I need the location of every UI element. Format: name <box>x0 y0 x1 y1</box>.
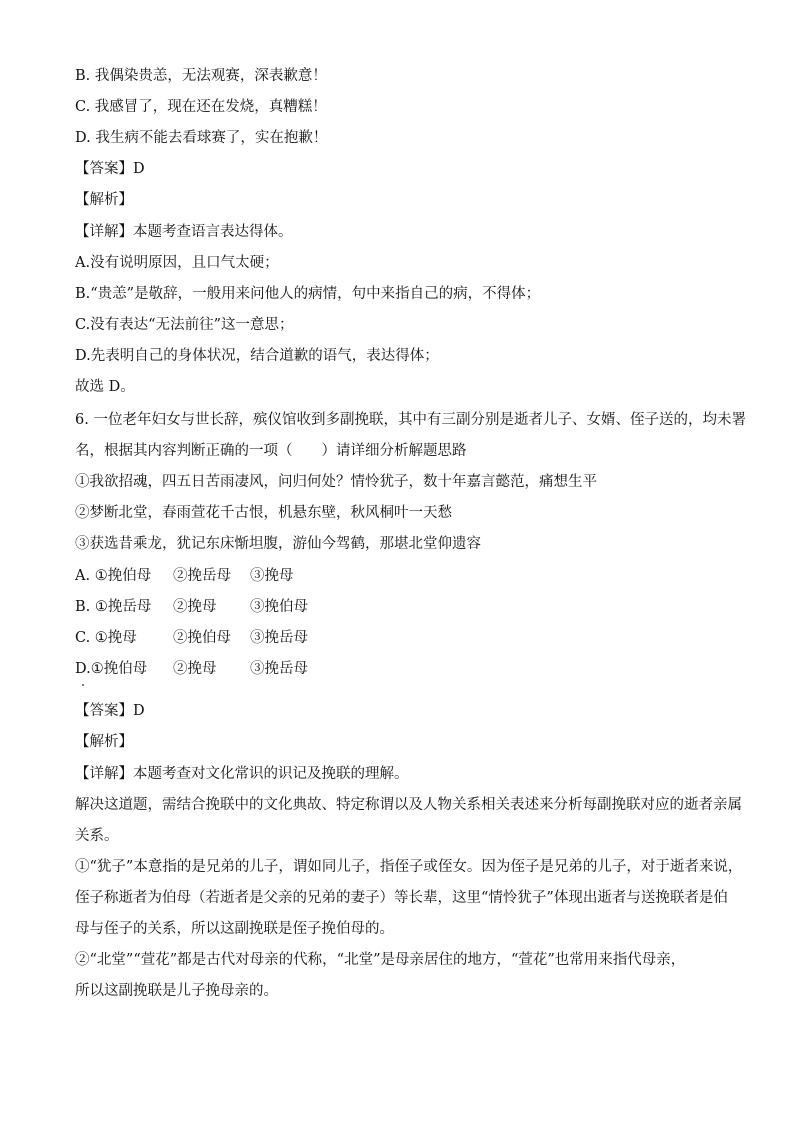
analysis-1-line-2: 侄子称逝者为伯母（若逝者是父亲的兄弟的妻子）等长辈，这里“情怜犹子”体现出逝者与送挽联者是伯 <box>75 890 728 906</box>
analysis-1-line-1: ①“犹子”本意指的是兄弟的儿子，谓如同儿子，指侄子或侄女。因为侄子是兄弟的儿子，对于逝者来说， <box>75 859 743 875</box>
choice-d-2: ②挽母 <box>173 661 217 677</box>
explain-b: B.“贵恙”是敬辞，一般用来问他人的病情，句中来指自己的病，不得体； <box>75 286 541 302</box>
conclusion-line: 故选 D。 <box>75 379 135 395</box>
choice-a-2: ②挽岳母 <box>173 568 231 584</box>
choice-b <box>75 597 725 617</box>
analysis-2-line-1: ②“北堂”“萱花”都是古代对母亲的代称，“北堂”是母亲居住的地方，“萱花”也常用来指代母亲， <box>75 952 686 968</box>
couplet-1: ①我欲招魂，四五日苦雨凄风，问归何处？情怜犹子，数十年嘉言懿范，痛想生平 <box>75 474 597 490</box>
question-6-line-1: 6. 一位老年妇女与世长辞，殡仪馆收到多副挽联，其中有三副分别是逝者儿子、女婿、侄子送的，均未署 <box>75 412 746 428</box>
analysis-2-line-2: 所以这副挽联是儿子挽母亲的。 <box>75 983 278 999</box>
solution-line-1: 解决这道题，需结合挽联中的文化典故、特定称谓以及人物关系相关表述来分析每副挽联对应的逝者亲属 <box>75 797 742 813</box>
analysis-label: 【解析】 <box>75 192 133 208</box>
question-6-line-2: 名，根据其内容判断正确的一项（ ）请详细分析解题思路 <box>75 443 467 459</box>
choice-b-2: ②挽母 <box>173 599 217 615</box>
choice-a <box>75 566 725 586</box>
option-b-line: B. 我偶染贵恙，无法观赛，深表歉意！ <box>75 68 327 84</box>
detail-line-2: 【详解】本题考查对文化常识的识记及挽联的理解。 <box>75 766 409 782</box>
choice-d-3: ③挽岳母 <box>250 661 308 677</box>
choice-c-3: ③挽岳母 <box>250 630 308 646</box>
choice-d <box>75 659 725 679</box>
choice-a-3: ③挽母 <box>250 568 294 584</box>
option-c-line: C. 我感冒了，现在还在发烧，真糟糕！ <box>75 99 327 115</box>
solution-line-2: 关系。 <box>75 828 119 844</box>
answer-label-2: 【答案】D <box>75 703 145 719</box>
option-d-line: D. 我生病不能去看球赛了，实在抱歉！ <box>75 130 328 146</box>
detail-line: 【详解】本题考查语言表达得体。 <box>75 224 293 240</box>
choice-d-1: D.①挽伯母 <box>75 661 148 677</box>
explain-d: D.先表明自己的身体状况，结合道歉的语气，表达得体； <box>75 348 439 364</box>
stray-dot <box>82 684 84 686</box>
choice-b-1: B. ①挽岳母 <box>75 599 152 615</box>
couplet-3: ③获选昔乘龙，犹记东床惭坦腹，游仙今驾鹤，那堪北堂仰遗容 <box>75 536 481 552</box>
choice-c <box>75 628 725 648</box>
explain-c: C.没有表达“无法前往”这一意思； <box>75 317 294 333</box>
explain-a: A.没有说明原因，且口气太硬； <box>75 255 279 271</box>
answer-label: 【答案】D <box>75 161 145 177</box>
choice-c-1: C. ①挽母 <box>75 630 137 646</box>
choice-c-2: ②挽伯母 <box>173 630 231 646</box>
choice-a-1: A. ①挽伯母 <box>75 568 152 584</box>
choice-b-3: ③挽伯母 <box>250 599 308 615</box>
couplet-2: ②梦断北堂，春雨萱花千古恨，机悬东壁，秋风桐叶一天愁 <box>75 505 452 521</box>
analysis-label-2: 【解析】 <box>75 734 133 750</box>
analysis-1-line-3: 母与侄子的关系，所以这副挽联是侄子挽伯母的。 <box>75 921 394 937</box>
